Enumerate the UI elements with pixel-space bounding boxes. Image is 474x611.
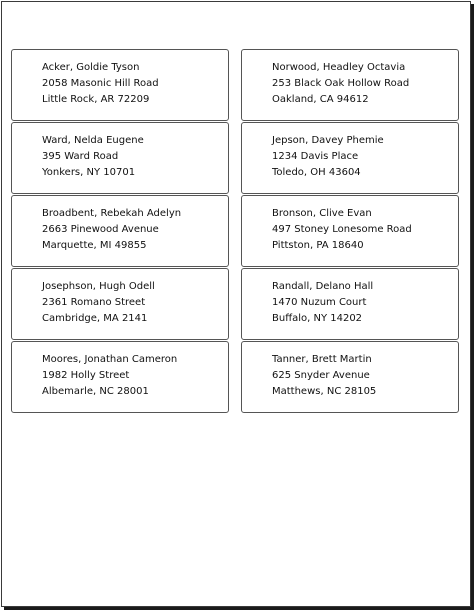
address-label (241, 268, 459, 340)
city-state-zip: Pittston, PA 18640 (272, 240, 364, 251)
street-address: 625 Snyder Avenue (272, 370, 370, 381)
street-address: 497 Stoney Lonesome Road (272, 224, 412, 235)
recipient-name: Moores, Jonathan Cameron (42, 354, 178, 365)
address-label (241, 195, 459, 267)
street-address: 1982 Holly Street (42, 370, 130, 381)
address-label (241, 49, 459, 121)
label-sheet (1, 1, 471, 607)
street-address: 2058 Masonic Hill Road (42, 78, 159, 89)
city-state-zip: Little Rock, AR 72209 (42, 94, 150, 105)
address-label (11, 49, 229, 121)
address-label (241, 122, 459, 194)
city-state-zip: Oakland, CA 94612 (272, 94, 369, 105)
recipient-name: Norwood, Headley Octavia (272, 62, 406, 73)
city-state-zip: Toledo, OH 43604 (272, 167, 361, 178)
street-address: 2361 Romano Street (42, 297, 146, 308)
recipient-name: Broadbent, Rebekah Adelyn (42, 208, 182, 219)
address-label (11, 122, 229, 194)
recipient-name: Randall, Delano Hall (272, 281, 374, 292)
city-state-zip: Marquette, MI 49855 (42, 240, 147, 251)
city-state-zip: Matthews, NC 28105 (272, 386, 377, 397)
city-state-zip: Cambridge, MA 2141 (42, 313, 148, 324)
recipient-name: Tanner, Brett Martin (272, 354, 372, 365)
recipient-name: Bronson, Clive Evan (272, 208, 372, 219)
recipient-name: Josephson, Hugh Odell (42, 281, 155, 292)
city-state-zip: Buffalo, NY 14202 (272, 313, 363, 324)
address-label (11, 195, 229, 267)
street-address: 1470 Nuzum Court (272, 297, 367, 308)
address-label (241, 341, 459, 413)
recipient-name: Jepson, Davey Phemie (272, 135, 384, 146)
address-label (11, 268, 229, 340)
street-address: 395 Ward Road (42, 151, 119, 162)
city-state-zip: Albemarle, NC 28001 (42, 386, 149, 397)
recipient-name: Acker, Goldie Tyson (42, 62, 140, 73)
recipient-name: Ward, Nelda Eugene (42, 135, 144, 146)
street-address: 1234 Davis Place (272, 151, 359, 162)
street-address: 253 Black Oak Hollow Road (272, 78, 410, 89)
city-state-zip: Yonkers, NY 10701 (42, 167, 136, 178)
address-label (11, 341, 229, 413)
street-address: 2663 Pinewood Avenue (42, 224, 159, 235)
